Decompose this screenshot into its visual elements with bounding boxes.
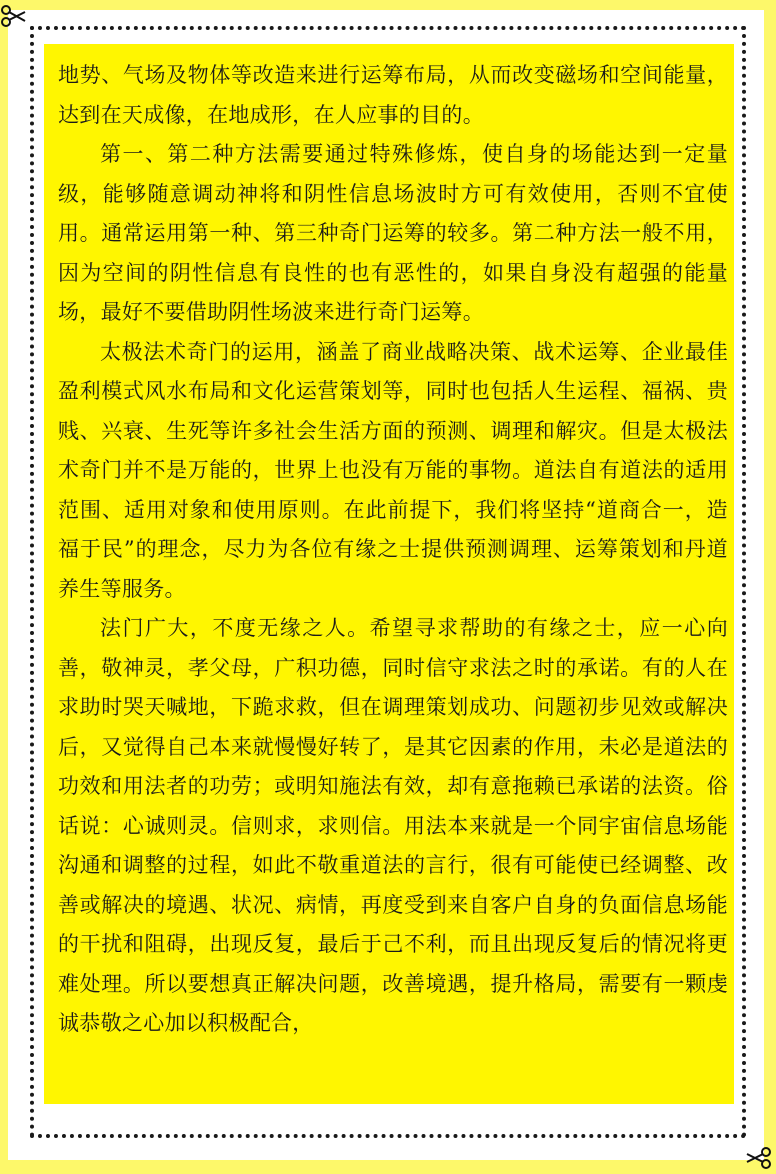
scissors-icon [746, 1144, 772, 1170]
paragraph-4: 法门广大，不度无缘之人。希望寻求帮助的有缘之士，应一心向善，敬神灵，孝父母，广积功德，同时信守求法之时的承诺。有的人在求助时哭天喊地，下跪求救，但在调理策划成功、问题初步见效或解决后，又觉得自己本来就慢慢好转了，是其它因素的作用，未必是道法的功效和用法者的功劳；或明知施法有效，却有意拖赖已承诺的法资。俗话说：心诚则灵。信则求，求则信。用法本来就是一个同宇宙信息场能沟通和调整的过程，如此不敬重道法的言行，很有可能使已经调整、改善或解决的境遇、状况、病情，再度受到来自客户自身的负面信息场能的干扰和阻碍，出现反复，最后于己不利，而且出现反复后的情况将更难处理。所以要想真正解决问题，改善境遇，提升格局，需要有一颗虔诚恭敬之心加以积极配合， [58, 616, 728, 1035]
scissors-icon [0, 4, 26, 30]
body-text [58, 56, 728, 1044]
paragraph-3: 太极法术奇门的运用，涵盖了商业战略决策、战术运筹、企业最佳盈利模式风水布局和文化运营策划等，同时也包括人生运程、福祸、贵贱、兴衰、生死等许多社会生活方面的预测、调理和解灾。但是太极法术奇门并不是万能的，世界上也没有万能的事物。道法自有道法的适用范围、适用对象和使用原则。在此前提下，我们将坚持“道商合一，造福于民”的理念，尽力为各位有缘之士提供预测调理、运筹策划和丹道养生等服务。 [58, 339, 728, 601]
paragraph-1: 地势、气场及物体等改造来进行运筹布局，从而改变磁场和空间能量，达到在天成像，在地成形，在人应事的目的。 [58, 63, 728, 127]
paragraph-2: 第一、第二种方法需要通过特殊修炼，使自身的场能达到一定量级，能够随意调动神将和阴性信息场波时方可有效使用，否则不宜使用。通常运用第一种、第三种奇门运筹的较多。第二种方法一般不用，因为空间的阴性信息有良性的也有恶性的，如果自身没有超强的能量场，最好不要借助阴性场波来进行奇门运筹。 [58, 142, 728, 324]
